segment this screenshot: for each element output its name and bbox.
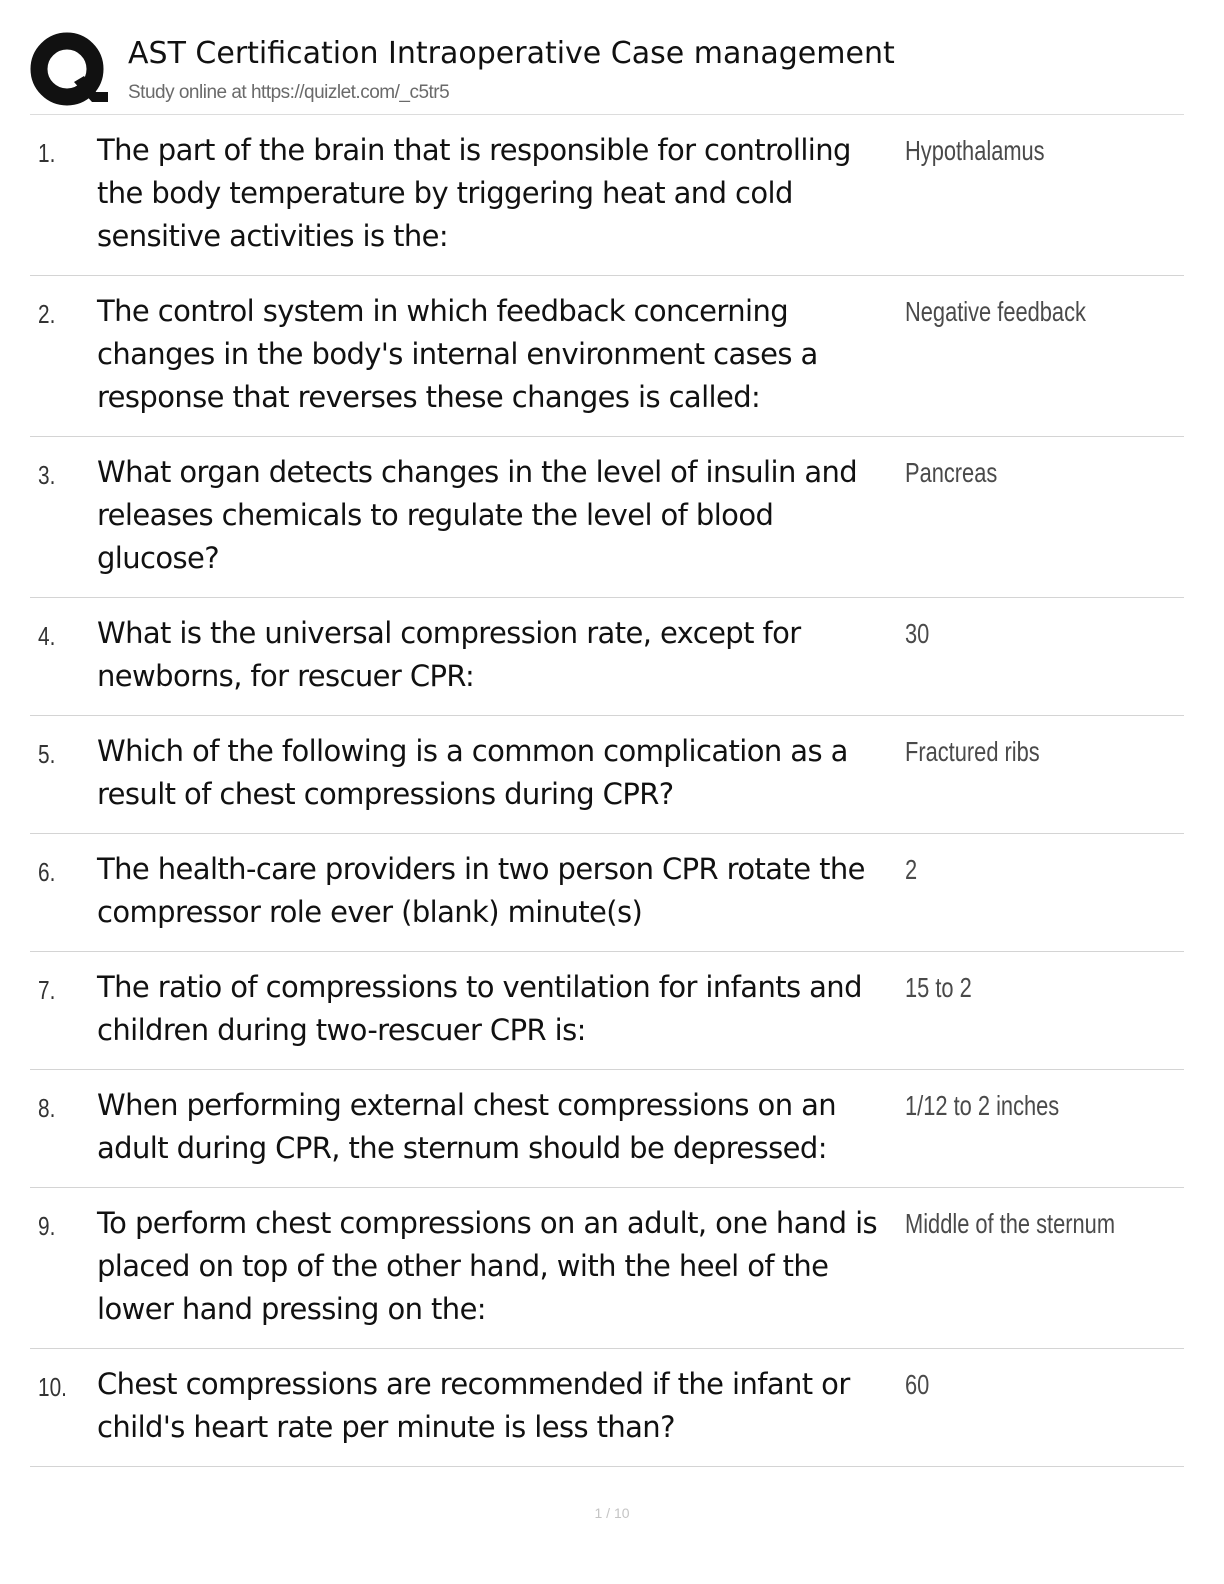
card-number: 7. bbox=[38, 975, 56, 1005]
card-question: The ratio of compressions to ventilation for infants and children during two-rescuer CPR is: bbox=[97, 970, 862, 1047]
card-answer: Pancreas bbox=[905, 457, 998, 488]
flashcard-row bbox=[30, 716, 1184, 834]
flashcard-row bbox=[30, 437, 1184, 598]
page-number: 1 / 10 bbox=[594, 1505, 630, 1521]
card-question: Chest compressions are recommended if the infant or child's heart rate per minute is less than? bbox=[97, 1367, 850, 1444]
card-question: The health-care providers in two person CPR rotate the compressor role ever (blank) minute(s) bbox=[97, 852, 865, 929]
card-answer: Middle of the sternum bbox=[905, 1208, 1116, 1239]
card-number: 3. bbox=[38, 460, 56, 490]
card-question: Which of the following is a common complication as a result of chest compressions during CPR? bbox=[97, 734, 848, 811]
flashcard-row bbox=[30, 834, 1184, 952]
quizlet-logo-icon bbox=[30, 32, 108, 110]
card-question: What is the universal compression rate, except for newborns, for rescuer CPR: bbox=[97, 616, 801, 693]
card-number: 9. bbox=[38, 1211, 56, 1241]
page-title: AST Certification Intraoperative Case management bbox=[128, 36, 895, 71]
card-number: 4. bbox=[38, 621, 56, 651]
card-question: The part of the brain that is responsible for controlling the body temperature by triggering heat and cold sensitive activities is the: bbox=[97, 133, 851, 253]
card-answer: 2 bbox=[905, 854, 918, 885]
flashcard-row bbox=[30, 276, 1184, 437]
flashcard-row bbox=[30, 115, 1184, 276]
card-number: 10. bbox=[38, 1372, 67, 1402]
card-question: What organ detects changes in the level of insulin and releases chemicals to regulate the level of blood glucose? bbox=[97, 455, 858, 575]
card-number: 5. bbox=[38, 739, 56, 769]
card-answer: 1/12 to 2 inches bbox=[905, 1090, 1060, 1121]
card-question: The control system in which feedback concerning changes in the body's internal environment cases a response that reverses these changes is called: bbox=[97, 294, 818, 414]
flashcard-list bbox=[30, 115, 1184, 1467]
card-number: 6. bbox=[38, 857, 56, 887]
flashcard-row bbox=[30, 952, 1184, 1070]
flashcard-row bbox=[30, 598, 1184, 716]
card-answer: 15 to 2 bbox=[905, 972, 972, 1003]
card-answer: 30 bbox=[905, 618, 930, 649]
card-answer: Fractured ribs bbox=[905, 736, 1040, 767]
page-header bbox=[30, 28, 1184, 115]
card-question: To perform chest compressions on an adult, one hand is placed on top of the other hand, with the heel of the lower hand pressing on the: bbox=[97, 1206, 878, 1326]
flashcard-row bbox=[30, 1188, 1184, 1349]
card-answer: 60 bbox=[905, 1369, 930, 1400]
flashcard-row bbox=[30, 1349, 1184, 1467]
card-number: 8. bbox=[38, 1093, 56, 1123]
study-online-link[interactable]: Study online at https://quizlet.com/_c5tr5 bbox=[128, 82, 450, 103]
card-number: 1. bbox=[38, 138, 56, 168]
card-answer: Hypothalamus bbox=[905, 135, 1045, 166]
flashcard-row bbox=[30, 1070, 1184, 1188]
card-number: 2. bbox=[38, 299, 56, 329]
card-answer: Negative feedback bbox=[905, 296, 1086, 327]
card-question: When performing external chest compressions on an adult during CPR, the sternum should be depressed: bbox=[97, 1088, 837, 1165]
